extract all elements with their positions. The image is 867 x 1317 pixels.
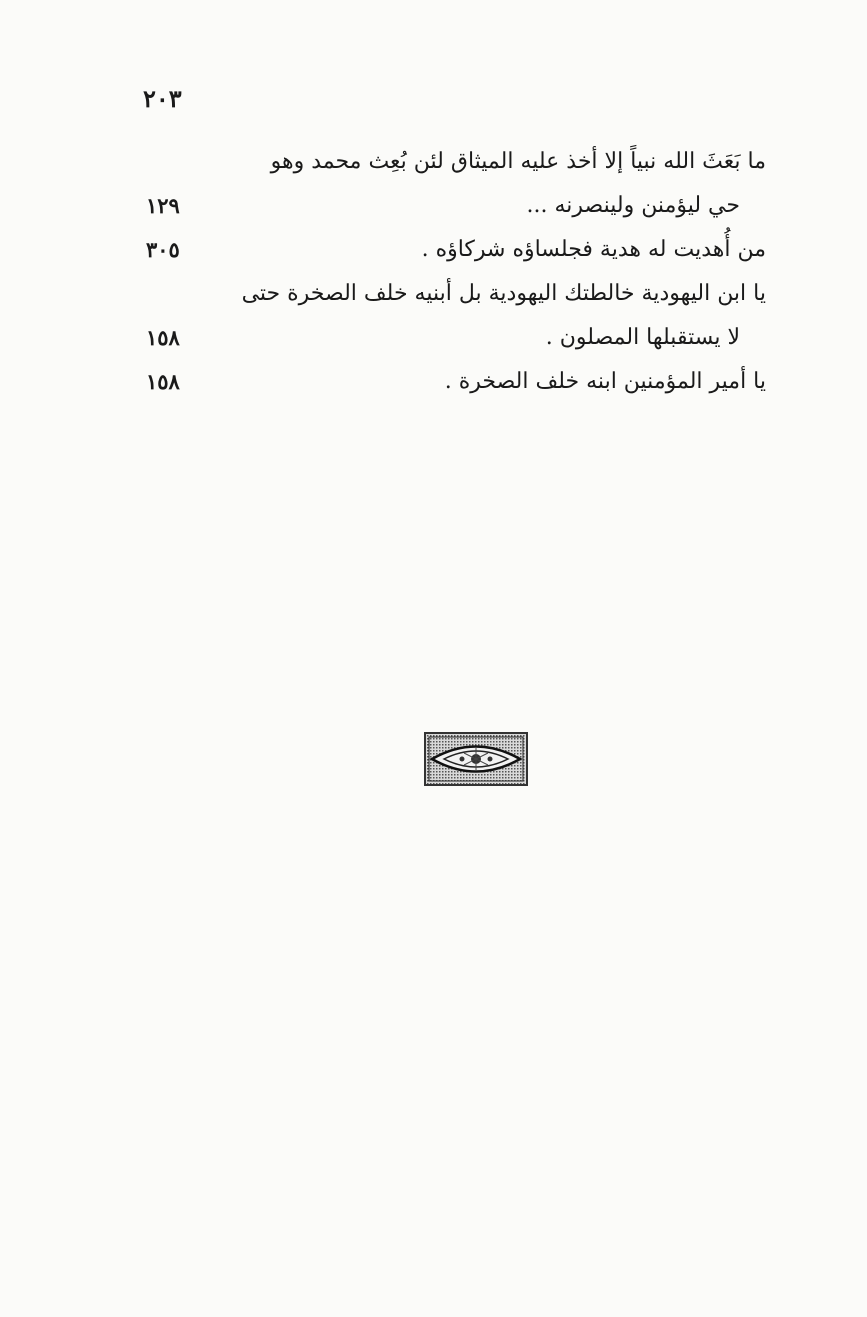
entry-text-line: من أُهديت له هدية فجلساؤه شركاؤه . — [421, 237, 766, 262]
index-entry — [140, 272, 770, 360]
entry-text-line: ما بَعَثَ الله نبياً إلا أخذ عليه الميثاق لئن بُعِث محمد وهو — [270, 149, 766, 174]
page-number: ٢٠٣ — [143, 84, 182, 113]
entry-text-line: يا ابن اليهودية خالطتك اليهودية بل أبنيه خلف الصخرة حتى — [241, 281, 766, 306]
index-entry — [140, 228, 770, 272]
entry-page-ref: ١٥٨ — [146, 325, 180, 350]
entry-text-line: حي ليؤمنن ولينصرنه ... — [526, 193, 740, 218]
index-entry — [140, 140, 770, 228]
entry-text-line: لا يستقبلها المصلون . — [545, 325, 740, 350]
entry-page-ref: ١٢٩ — [146, 193, 180, 218]
entry-page-ref: ٣٠٥ — [146, 237, 180, 262]
index-entry — [140, 360, 770, 404]
entry-text-line: يا أمير المؤمنين ابنه خلف الصخرة . — [444, 369, 766, 394]
entry-page-ref: ١٥٨ — [146, 369, 180, 394]
decorative-ornament-icon — [424, 732, 528, 786]
index-entries — [140, 140, 770, 404]
